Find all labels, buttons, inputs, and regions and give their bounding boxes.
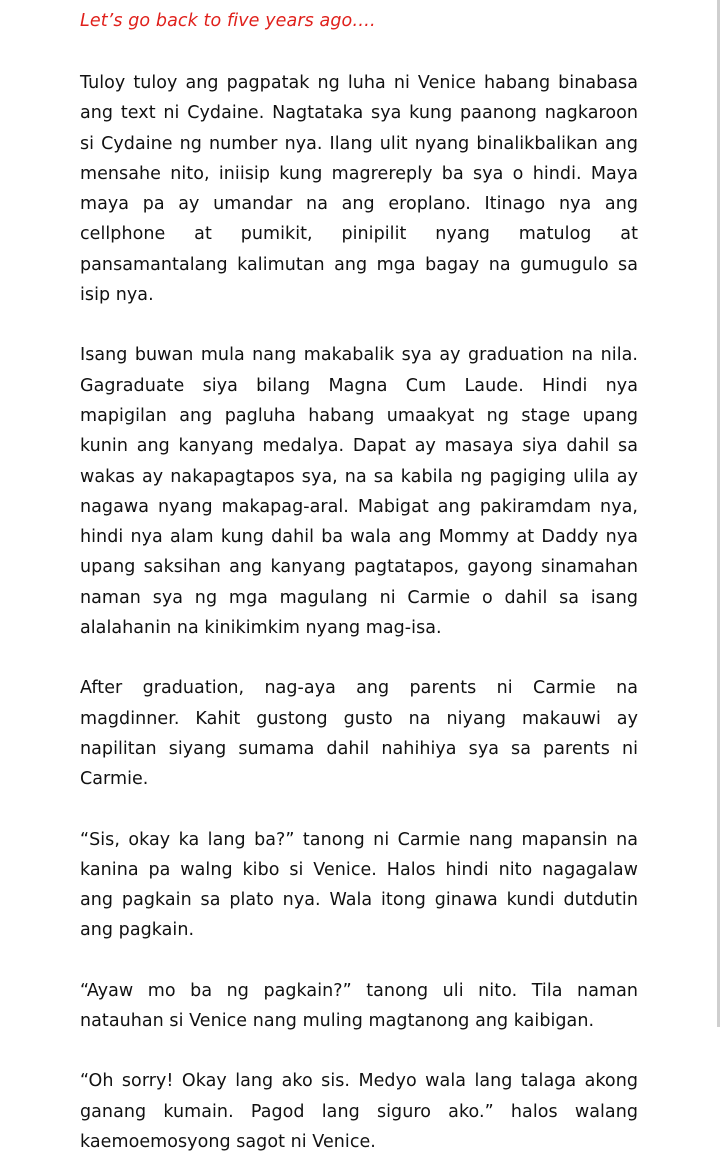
paragraph-2: Isang buwan mula nang makabalik sya ay graduation na nila. Gagraduate siya bilang Magna Cum Laude. Hindi nya mapigilan ang pagluha habang umaakyat ng stage upang kunin ang kanyang medalya. Dapat ay masaya siya dahil sa wakas ay nakapagtapos sya, na sa kabila ng pagiging ulila ay nagawa nyang makapag-aral. Mabigat ang pakiramdam nya, hindi nya alam kung dahil ba wala ang Mommy at Daddy nya upang saksihan ang kanyang pagtatapos, gayong sinamahan naman sya ng mga magulang ni Carmie o dahil sa isang alalahanin na kinikimkim nyang mag-isa. — [80, 345, 638, 639]
paragraph-4: “Sis, okay ka lang ba?” tanong ni Carmie nang mapansin na kanina pa walng kibo si Venice. Halos hindi nito nagagalaw ang pagkain sa plato nya. Wala itong ginawa kundi dutdutin ang pagkain. — [80, 829, 638, 941]
intro-heading: Let’s go back to five years ago…. — [80, 11, 376, 31]
paragraph-1: Tuloy tuloy ang pagpatak ng luha ni Venice habang binabasa ang text ni Cydaine. Nagtataka sya kung paanong nagkaroon si Cydaine ng number nya. Ilang ulit nyang binalikbalikan ang mensahe nito, iniisip kung magrereply ba sya o hindi. Maya maya pa ay umandar na ang eroplano. Itinago nya ang cellphone at pumikit, pinipilit nyang matulog at pansamantalang kalimutan ang mga bagay na gumugulo sa isip nya. — [80, 73, 638, 306]
paragraph-3: After graduation, nag-aya ang parents ni Carmie na magdinner. Kahit gustong gusto na niyang makauwi ay napilitan siyang sumama dahil nahihiya sya sa parents ni Carmie. — [80, 678, 638, 790]
paragraph-6: “Oh sorry! Okay lang ako sis. Medyo wala lang talaga akong ganang kumain. Pagod lang siguro ako.” halos walang kaemoemosyong sagot ni Venice. — [80, 1071, 638, 1152]
paragraph-5: “Ayaw mo ba ng pagkain?” tanong uli nito. Tila naman natauhan si Venice nang muling magtanong ang kaibigan. — [80, 980, 638, 1032]
